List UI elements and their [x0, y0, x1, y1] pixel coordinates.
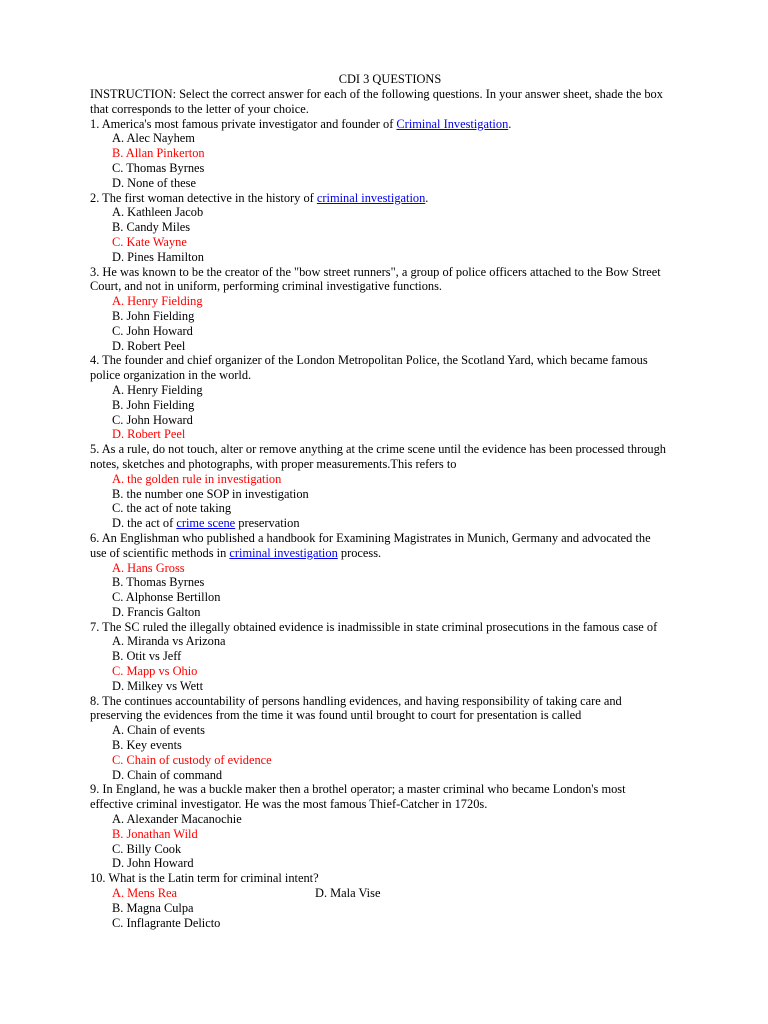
- answer-option: B. John Fielding: [112, 308, 195, 323]
- answer-option-correct: C. Mapp vs Ohio: [112, 664, 198, 679]
- answer-option: D. John Howard: [112, 856, 194, 871]
- answer-option-correct: A. Henry Fielding: [112, 294, 203, 309]
- question-text-before: An Englishman who published a handbook for Examining Magistrates in Munich, Germany and advocated the use of scientific methods in: [90, 530, 651, 560]
- answer-option-correct: A. Hans Gross: [112, 560, 185, 575]
- answer-option: A. Alexander Macanochie: [112, 812, 242, 827]
- question-text-before: America's most famous private investigator and founder of: [99, 116, 397, 131]
- answer-option-correct: D. Robert Peel: [112, 427, 186, 442]
- answer-option: B. John Fielding: [112, 397, 195, 412]
- answer-option: C. John Howard: [112, 323, 193, 338]
- answer-option: [90, 516, 670, 531]
- question-block: [90, 191, 670, 265]
- option-text-after: preservation: [235, 516, 300, 531]
- answer-option: C. John Howard: [112, 412, 193, 427]
- question-text-before: In England, he was a buckle maker then a brothel operator; a master criminal who became London's most effective criminal investigator. He was the most famous Thief-Catcher in 1720s.: [90, 782, 626, 812]
- answer-option: B. Key events: [112, 738, 182, 753]
- question-text: [90, 442, 670, 472]
- answer-option: D. None of these: [112, 175, 196, 190]
- question-text: [90, 782, 670, 812]
- answer-option: D. Chain of command: [112, 767, 223, 782]
- question-block: [90, 265, 670, 354]
- answer-option: A. Chain of events: [112, 723, 205, 738]
- answer-option-row: [90, 886, 670, 901]
- option-link[interactable]: crime scene: [176, 516, 236, 531]
- instruction-text: INSTRUCTION: Select the correct answer for each of the following questions. In your answer sheet, shade the box that corresponds to the letter of your choice.: [90, 87, 663, 116]
- answer-option: A. Kathleen Jacob: [112, 205, 204, 220]
- question-number: 10.: [90, 871, 106, 886]
- question-block: [90, 353, 670, 442]
- question-number: 9.: [90, 782, 100, 797]
- answer-option: B. Thomas Byrnes: [112, 575, 205, 590]
- answer-option: D. Mala Vise: [315, 886, 381, 901]
- question-link[interactable]: Criminal Investigation: [396, 116, 509, 131]
- answer-option: D. Robert Peel: [112, 338, 186, 353]
- question-block: [90, 117, 670, 191]
- question-number: 1.: [90, 116, 100, 131]
- answer-option-correct: B. Allan Pinkerton: [112, 146, 205, 161]
- question-text: [90, 353, 670, 383]
- answer-option: A. Miranda vs Arizona: [112, 634, 226, 649]
- answer-option: B. the number one SOP in investigation: [112, 486, 309, 501]
- answer-option: C. the act of note taking: [112, 501, 232, 516]
- question-text-after: process.: [337, 545, 382, 560]
- answer-option-correct: A. the golden rule in investigation: [112, 471, 282, 486]
- answer-option-correct: B. Jonathan Wild: [112, 826, 198, 841]
- answer-option: D. Francis Galton: [112, 604, 201, 619]
- question-text-before: What is the Latin term for criminal intent?: [105, 871, 319, 886]
- answer-option: C. Billy Cook: [112, 841, 182, 856]
- question-block: [90, 442, 670, 531]
- answer-option: C. Thomas Byrnes: [112, 160, 205, 175]
- question-text: [90, 531, 670, 561]
- question-text: [90, 694, 670, 724]
- question-text-after: .: [425, 190, 429, 205]
- question-number: 4.: [90, 353, 100, 368]
- question-text: [90, 191, 670, 206]
- question-number: 7.: [90, 619, 100, 634]
- question-text: [90, 871, 670, 886]
- question-block: [90, 694, 670, 783]
- question-text-before: The continues accountability of persons handling evidences, and having responsibility of taking care and preserving the evidences from the time it was found until brought to court for presentation is called: [90, 693, 622, 723]
- answer-option: B. Otit vs Jeff: [112, 649, 182, 664]
- question-link[interactable]: criminal investigation: [316, 190, 426, 205]
- document-page: [90, 72, 670, 930]
- question-text: [90, 620, 670, 635]
- question-number: 6.: [90, 530, 100, 545]
- answer-option: A. Alec Nayhem: [112, 131, 195, 146]
- question-block: [90, 531, 670, 620]
- question-text-before: He was known to be the creator of the "bow street runners", a group of police officers attached to the Bow Street Court, and not in uniform, performing criminal investigative functions.: [90, 264, 661, 294]
- question-block: [90, 871, 670, 930]
- answer-option: C. Alphonse Bertillon: [112, 590, 221, 605]
- answer-option: D. Milkey vs Wett: [112, 678, 204, 693]
- answer-option-correct: C. Kate Wayne: [112, 234, 187, 249]
- answer-option: D. Pines Hamilton: [112, 249, 204, 264]
- question-text-before: As a rule, do not touch, alter or remove anything at the crime scene until the evidence has been processed through notes, sketches and photographs, with proper measurements.This refers to: [90, 442, 666, 471]
- answer-option-correct: A. Mens Rea: [112, 886, 178, 901]
- answer-option: C. Inflagrante Delicto: [112, 915, 221, 930]
- question-text-before: The founder and chief organizer of the London Metropolitan Police, the Scotland Yard, which became famous police organization in the world.: [90, 353, 648, 383]
- page-title: CDI 3 QUESTIONS: [338, 72, 442, 86]
- question-block: [90, 620, 670, 694]
- question-number: 8.: [90, 693, 100, 708]
- question-text-after: .: [508, 116, 512, 131]
- option-text-before: D. the act of: [112, 516, 177, 531]
- question-number: 3.: [90, 264, 100, 279]
- question-link[interactable]: criminal investigation: [229, 545, 338, 560]
- answer-option: A. Henry Fielding: [112, 382, 203, 397]
- question-text: [90, 265, 670, 295]
- answer-option: B. Candy Miles: [112, 220, 191, 235]
- question-block: [90, 782, 670, 871]
- question-text-before: The first woman detective in the history of: [99, 190, 317, 205]
- question-number: 5.: [90, 442, 100, 457]
- answer-option: B. Magna Culpa: [112, 900, 194, 915]
- question-text: [90, 117, 670, 132]
- question-text-before: The SC ruled the illegally obtained evidence is inadmissible in state criminal prosecutions in the famous case of: [99, 619, 658, 634]
- question-number: 2.: [90, 190, 100, 205]
- answer-option-correct: C. Chain of custody of evidence: [112, 752, 272, 767]
